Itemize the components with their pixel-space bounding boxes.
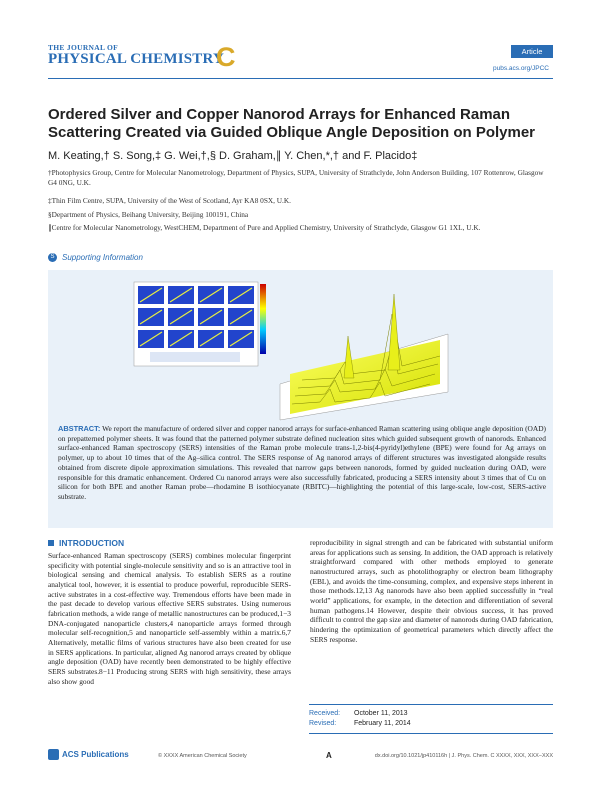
supporting-info-icon: S (48, 253, 57, 262)
received-label: Received: (309, 710, 341, 717)
received-date: October 11, 2013 (354, 710, 408, 717)
journal-line2: PHYSICAL CHEMISTRY (48, 50, 225, 67)
affiliation-3: §Department of Physics, Beihang University, Beijing 100191, China (48, 210, 249, 219)
journal-line1: THE JOURNAL OF (48, 43, 119, 52)
abstract-text (58, 424, 546, 502)
intro-left-column: Surface-enhanced Raman spectroscopy (SERS) combines molecular fingerprint specificity with potential single-molecule sensitivity and so is an attractive tool in biological sensing and chemical analysis. To establish SERS as a routine analytical tool, however, it is essential to produce powerful, reproducible SERS-active substrates in a cost-effective way. Tremendous efforts have been made in the past decade to develop various effective SERS substrates. Using numerous fabrication methods, a wide range of metallic nanostructures can be produced,1−3 DNA-conjugated nanoparticle clusters,4 nanoparticle arrays formed through molecular self-recognition,5 and nanoparticle self-assembly within a matrix.6,7 Alternatively, metallic films of various structures have also been created for use in SERS applications. In particular, aligned Ag nanorod arrays created by oblique angle deposition (OAD) have recently been demonstrated to be highly effective SERS substrates.8−11 Producing strong SERS with high sensitivity, these arrays also show good (48, 551, 291, 686)
article-type-badge: Article (511, 45, 553, 58)
page-footer (48, 748, 553, 762)
header-rule (48, 78, 553, 79)
affiliation-4: ∥Centre for Molecular Nanometrology, WestCHEM, Department of Pure and Applied Chemistry, University of Strathclyde, Glasgow G1 1XL, U.K. (48, 223, 481, 232)
simulation-panels (134, 282, 266, 366)
intro-heading-label: INTRODUCTION (59, 538, 125, 548)
intro-heading (48, 538, 124, 548)
journal-letter: C (216, 42, 236, 72)
acs-publications-logo (48, 749, 129, 760)
acs-logo-icon (48, 749, 59, 760)
sers-spectra-3d (280, 294, 448, 420)
revised-row (309, 719, 553, 729)
author-list: M. Keating,† S. Song,‡ G. Wei,†,§ D. Graham,∥ Y. Chen,*,† and F. Placido‡ (48, 150, 418, 162)
journal-url[interactable]: pubs.acs.org/JPCC (493, 65, 549, 72)
affiliation-1: †Photophysics Group, Centre for Molecular Nanometrology, Department of Physics, SUPA, University of Strathclyde, John Anderson Building, 107 Rottenrow, Glasgow G4 0NG, U.K. (48, 168, 544, 187)
abstract-body: We report the manufacture of ordered silver and copper nanorod arrays for surface-enhanced Raman scattering using oblique angle deposition (OAD) on prepatterned polymer sheets. It was found that the patterned polymer substrate defined nucleation sites which guided subsequent growth of nanorods. Enhanced surface-enhanced Raman spectroscopy (SERS) intensities of the Raman probe molecule trans-1,2-bis(4-pyridyl)ethylene (BPE) were found for Ag arrays on polymer, up to about 10 times that of the Ag–silica control. The SERS response of Ag nanorod arrays of different structures was investigated alongside results obtained from discrete dipole approximation simulations. This revealed that narrow gaps between nanorods, formed by guided nucleation during OAD, were responsible for this dramatic enhancement. Ordered Cu nanorod arrays were also successfully fabricated, producing a SERS intensity about 3 times that of Cu on silicon for both BPE and another Raman probe—rhodamine B isothiocyanate (RBITC)—highlighting the potential of this large-scale, low-cost, SERS-active substrate. (58, 424, 547, 501)
revised-date: February 11, 2014 (354, 720, 411, 727)
publisher-name: ACS Publications (62, 750, 129, 759)
copyright: © XXXX American Chemical Society (158, 753, 247, 759)
affiliation-2: ‡Thin Film Centre, SUPA, University of the West of Scotland, Ayr KA8 0SX, U.K. (48, 196, 291, 205)
publication-dates (309, 704, 553, 734)
supporting-info-link[interactable] (48, 253, 143, 262)
toc-graphic (130, 274, 460, 422)
journal-logo (48, 42, 236, 72)
supporting-info-label: Supporting Information (62, 253, 143, 262)
abstract-label: ABSTRACT: (58, 424, 101, 433)
received-row (309, 709, 553, 719)
section-marker-icon (48, 540, 54, 546)
article-title: Ordered Silver and Copper Nanorod Arrays for Enhanced Raman Scattering Created via Guided Oblique Angle Deposition on Polymer (48, 106, 536, 141)
doi-citation[interactable]: dx.doi.org/10.1021/jp410116h | J. Phys. Chem. C XXXX, XXX, XXX−XXX (374, 753, 553, 759)
intro-right-column: reproducibility in signal strength and can be fabricated with substantial uniform areas for applications such as sensing. In addition, the OAD approach is relatively straightforward compared with other methods employed to generate nanostructured arrays, such as photolithography or electron beam lithography (EBL), and avoids the time-consuming, complex, and expensive steps inherent in those methods.12,13 Ag nanorods have also been applied successfully in “real world” applications, for example, in the detection and differentiation of several human pathogens.14 However, despite their obvious success, it has proved difficult to control the gap size and diameter of nanorods during OAD fabrication, hindering the optimization of geometrical parameters which directly affect the SERS response. (310, 538, 553, 644)
page-number: A (326, 751, 332, 760)
revised-label: Revised: (309, 720, 337, 727)
